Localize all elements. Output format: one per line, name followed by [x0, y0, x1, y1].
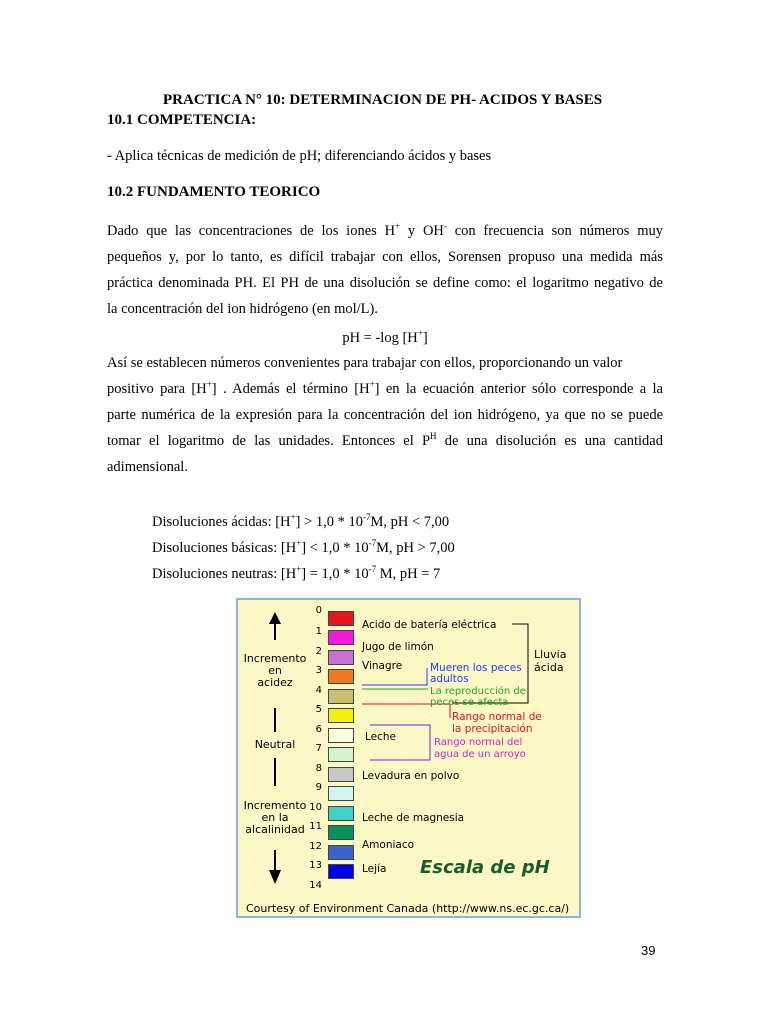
label-line: ácida [534, 661, 564, 674]
list-item [152, 509, 455, 535]
scale-number: 12 [309, 841, 322, 852]
text-span: Disoluciones neutras: [H [152, 566, 297, 582]
ph-swatch [328, 767, 354, 782]
ph-swatch [328, 669, 354, 684]
text-span: ] > 1,0 * 10 [295, 514, 363, 530]
paragraph-line: Así se establecen números convenientes para trabajar con ellos, proporcionando un valor [107, 355, 623, 371]
paragraph-explanation [107, 350, 663, 480]
increase-alkalinity-label [238, 800, 312, 836]
text-span: ] . Además el término [H [211, 381, 370, 397]
text-span: M, pH < 7,00 [370, 514, 450, 530]
ph-swatch [328, 650, 354, 665]
scale-number: 5 [315, 704, 322, 715]
paragraph-line [107, 376, 663, 402]
superscript: + [395, 221, 401, 231]
substance-label: Leche [365, 731, 397, 743]
text-span: ] en la ecuación anterior sólo corresponde a la [374, 381, 663, 397]
ph-swatch [328, 806, 354, 821]
scale-number: 2 [315, 646, 322, 657]
text-span: tomar el logaritmo de las unidades. Entonces el P [107, 433, 431, 449]
label-line: la precipitación [452, 723, 533, 735]
scale-number: 0 [315, 605, 322, 616]
stream-range-label [434, 737, 526, 761]
scale-number: 6 [315, 724, 322, 735]
paragraph-line: adimensional. [107, 459, 188, 475]
paragraph-line [107, 218, 663, 244]
superscript: -7 [368, 564, 377, 574]
bullet-dash: - [107, 148, 112, 164]
paragraph-line [107, 428, 663, 454]
ph-swatch [328, 845, 354, 860]
ph-formula [107, 330, 663, 347]
increase-acidity-label [238, 653, 312, 689]
text-span: Dado que las concentraciones de los iones H [107, 223, 396, 239]
label-line: en [268, 664, 282, 677]
ph-swatch [328, 708, 354, 723]
label-line: Incremento [243, 652, 307, 665]
competencia-sentence: Aplica técnicas de medición de pH; diferenciando ácidos y bases [111, 148, 492, 164]
scale-number: 7 [315, 743, 322, 754]
label-line: adultos [430, 673, 469, 685]
paragraph-line: pequeños y, por lo tanto, es difícil trabajar con ellos, Sorensen propuso una medida más [107, 249, 663, 265]
scale-number: 4 [315, 685, 322, 696]
ph-swatch [328, 728, 354, 743]
substance-label: Levadura en polvo [362, 770, 460, 782]
label-line: agua de un arroyo [434, 749, 526, 760]
paragraph-line: parte numérica de la expresión para la concentración del ion hidrógeno, ya que no se puede [107, 407, 663, 423]
superscript: + [296, 564, 302, 574]
paragraph-line: la concentración del ion hidrógeno (en mol/L). [107, 301, 378, 317]
superscript: - [443, 221, 447, 231]
text-span: ] = 1,0 * 10 [301, 566, 369, 582]
label-line: Mueren los peces [430, 662, 522, 674]
text-span: de una disolución es una cantidad [436, 433, 663, 449]
scale-number: 8 [315, 763, 322, 774]
label-line: alcalinidad [245, 823, 305, 836]
ph-swatch [328, 825, 354, 840]
superscript: -7 [368, 538, 377, 548]
scale-number: 3 [315, 665, 322, 676]
ph-swatch [328, 611, 354, 626]
text-span: y OH [400, 223, 444, 239]
text-span: positivo para [H [107, 381, 207, 397]
acid-rain-label [534, 648, 566, 674]
ph-swatch [328, 630, 354, 645]
substance-label: Lejía [362, 863, 387, 875]
ph-swatch [328, 786, 354, 801]
label-line: peces se afecta [430, 697, 509, 708]
superscript: + [206, 379, 212, 389]
label-line: en la [261, 811, 289, 824]
text-span: Disoluciones ácidas: [H [152, 514, 291, 530]
ph-swatch [328, 864, 354, 879]
paragraph-intro [107, 218, 663, 322]
text-span: M, pH > 7,00 [376, 540, 455, 556]
superscript: H [430, 431, 437, 441]
text-span: Disoluciones básicas: [H [152, 540, 297, 556]
label-line: Rango normal de [452, 711, 542, 723]
scale-number: 10 [309, 802, 322, 813]
superscript: -7 [363, 512, 371, 522]
label-line: La reproducción de [430, 686, 526, 697]
substance-label: Acido de batería eléctrica [362, 619, 497, 631]
ph-scale-figure [236, 598, 581, 918]
superscript: + [417, 328, 423, 338]
superscript: + [296, 538, 302, 548]
page-number: 39 [641, 943, 656, 958]
fish-reproduction-label [430, 686, 526, 708]
text-span: con frecuencia son números muy [446, 223, 663, 239]
page-title: PRACTICA N° 10: DETERMINACION DE PH- ACIDOS Y BASES [163, 92, 603, 108]
figure-credit: Courtesy of Environment Canada (http://www.ns.ec.gc.ca/) [246, 902, 570, 915]
paragraph-line: práctica denominada PH. El PH de una disolución se define como: el logaritmo negativo de [107, 275, 663, 291]
text-span: pH = -log [H [342, 330, 418, 346]
precipitation-range-label [452, 711, 542, 735]
label-line: Incremento [243, 799, 307, 812]
substance-label: Leche de magnesia [362, 812, 465, 824]
label-line: Rango normal del [434, 737, 523, 748]
section-heading-fundamento: 10.2 FUNDAMENTO TEORICO [107, 184, 321, 200]
list-item [152, 561, 455, 587]
scale-number: 14 [309, 880, 322, 891]
ph-swatch [328, 747, 354, 762]
ph-swatch [328, 689, 354, 704]
scale-number: 9 [315, 782, 322, 793]
label-line: acidez [257, 676, 293, 689]
text-span: M, pH = 7 [376, 566, 441, 582]
fish-death-label [430, 663, 522, 685]
text-span: ] [422, 330, 428, 346]
superscript: + [290, 512, 296, 522]
neutral-label: Neutral [254, 738, 296, 751]
section-heading-competencia: 10.1 COMPETENCIA: [107, 112, 257, 128]
label-line: Lluvia [534, 648, 567, 661]
scale-number: 1 [315, 626, 322, 637]
list-item [152, 535, 455, 561]
scale-number: 11 [309, 821, 322, 832]
text-span: ] < 1,0 * 10 [301, 540, 369, 556]
competencia-text [107, 148, 491, 165]
ph-scale-title: Escala de pH [420, 857, 550, 878]
superscript: + [369, 379, 375, 389]
substance-label: Jugo de limón [362, 641, 434, 653]
substance-label: Amoniaco [362, 839, 415, 851]
substance-label: Vinagre [362, 660, 403, 672]
scale-number: 13 [309, 860, 322, 871]
solutions-list [152, 509, 455, 587]
